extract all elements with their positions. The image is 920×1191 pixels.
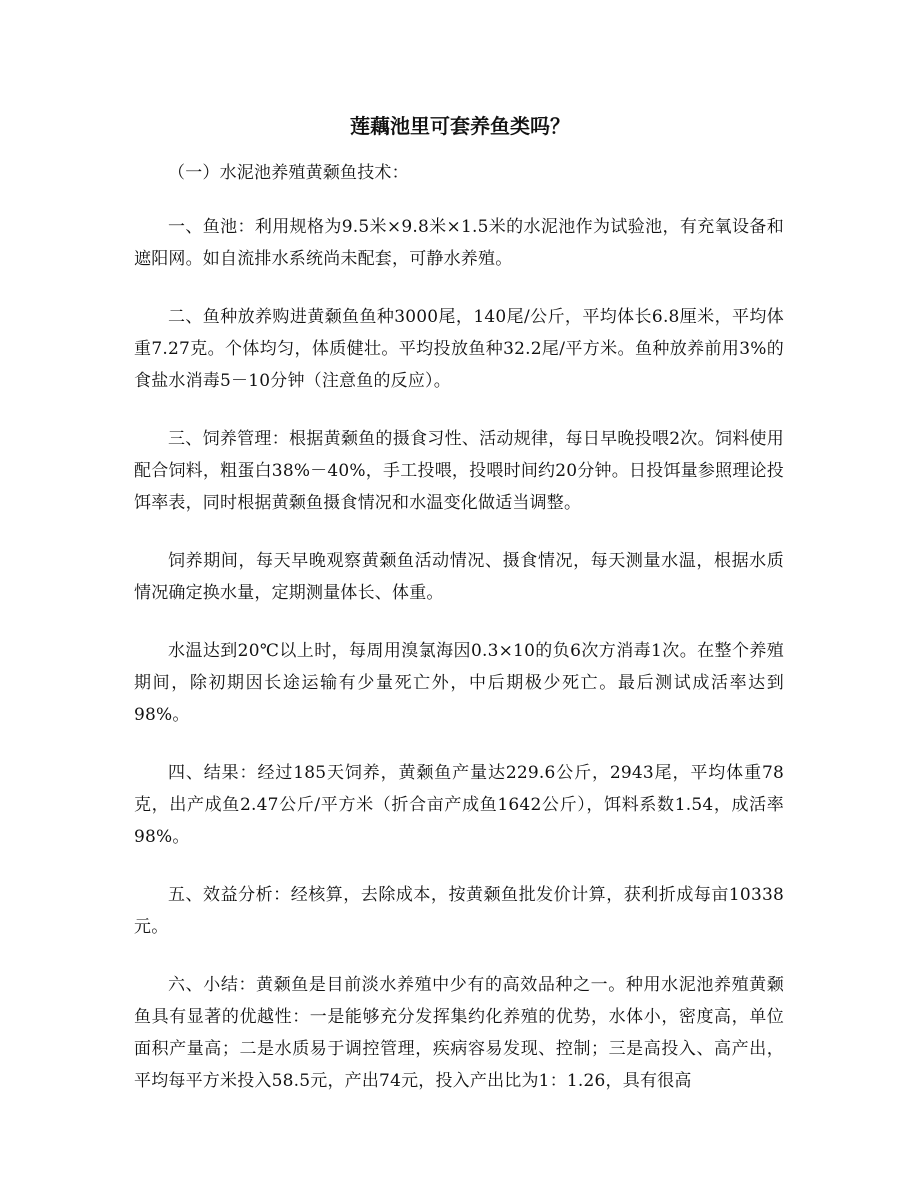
paragraph-fish-pond: 一、鱼池：利用规格为9.5米×9.8米×1.5米的水泥池作为试验池，有充氧设备和遮阳网。如自流排水系统尚未配套，可静水养殖。 — [134, 217, 784, 269]
paragraph-benefit-analysis: 五、效益分析：经核算，去除成本，按黄颡鱼批发价计算，获利折成每亩10338元。 — [134, 885, 784, 937]
paragraph-feeding-management: 三、饲养管理：根据黄颡鱼的摄食习性、活动规律，每日早晚投喂2次。饲料使用配合饲料，粗蛋白38%－40%，手工投喂，投喂时间约20分钟。日投饵量参照理论投饵率表，同时根据黄颡鱼摄食情况和水温变化做适当调整。 — [134, 429, 784, 513]
section-heading: （一）水泥池养殖黄颡鱼技术： — [168, 163, 409, 183]
paragraph-daily-observation: 饲养期间，每天早晚观察黄颡鱼活动情况、摄食情况，每天测量水温，根据水质情况确定换水量，定期测量体长、体重。 — [134, 551, 784, 603]
document-body — [134, 157, 784, 1123]
paragraph-results: 四、结果：经过185天饲养，黄颡鱼产量达229.6公斤，2943尾，平均体重78克，出产成鱼2.47公斤/平方米（折合亩产成鱼1642公斤），饵料系数1.54，成活率98%。 — [134, 763, 784, 847]
paragraph-summary: 六、小结：黄颡鱼是目前淡水养殖中少有的高效品种之一。种用水泥池养殖黄颡鱼具有显著的优越性：一是能够充分发挥集约化养殖的优势，水体小，密度高，单位面积产量高；二是水质易于调控管理，疾病容易发现、控制；三是高投入、高产出，平均每平方米投入58.5元，产出74元，投入产出比为1：1.26，具有很高 — [134, 975, 784, 1091]
paragraph-disinfection: 水温达到20℃以上时，每周用溴氯海因0.3×10的负6次方消毒1次。在整个养殖期间，除初期因长途运输有少量死亡外，中后期极少死亡。最后测试成活率达到98%。 — [134, 641, 784, 725]
paragraph-fingerling-stocking: 二、鱼种放养购进黄颡鱼鱼种3000尾，140尾/公斤，平均体长6.8厘米，平均体重7.27克。个体均匀，体质健壮。平均投放鱼种32.2尾/平方米。鱼种放养前用3%的食盐水消毒5－10分钟（注意鱼的反应）。 — [134, 307, 784, 391]
document-title: 莲藕池里可套养鱼类吗？ — [350, 114, 570, 138]
